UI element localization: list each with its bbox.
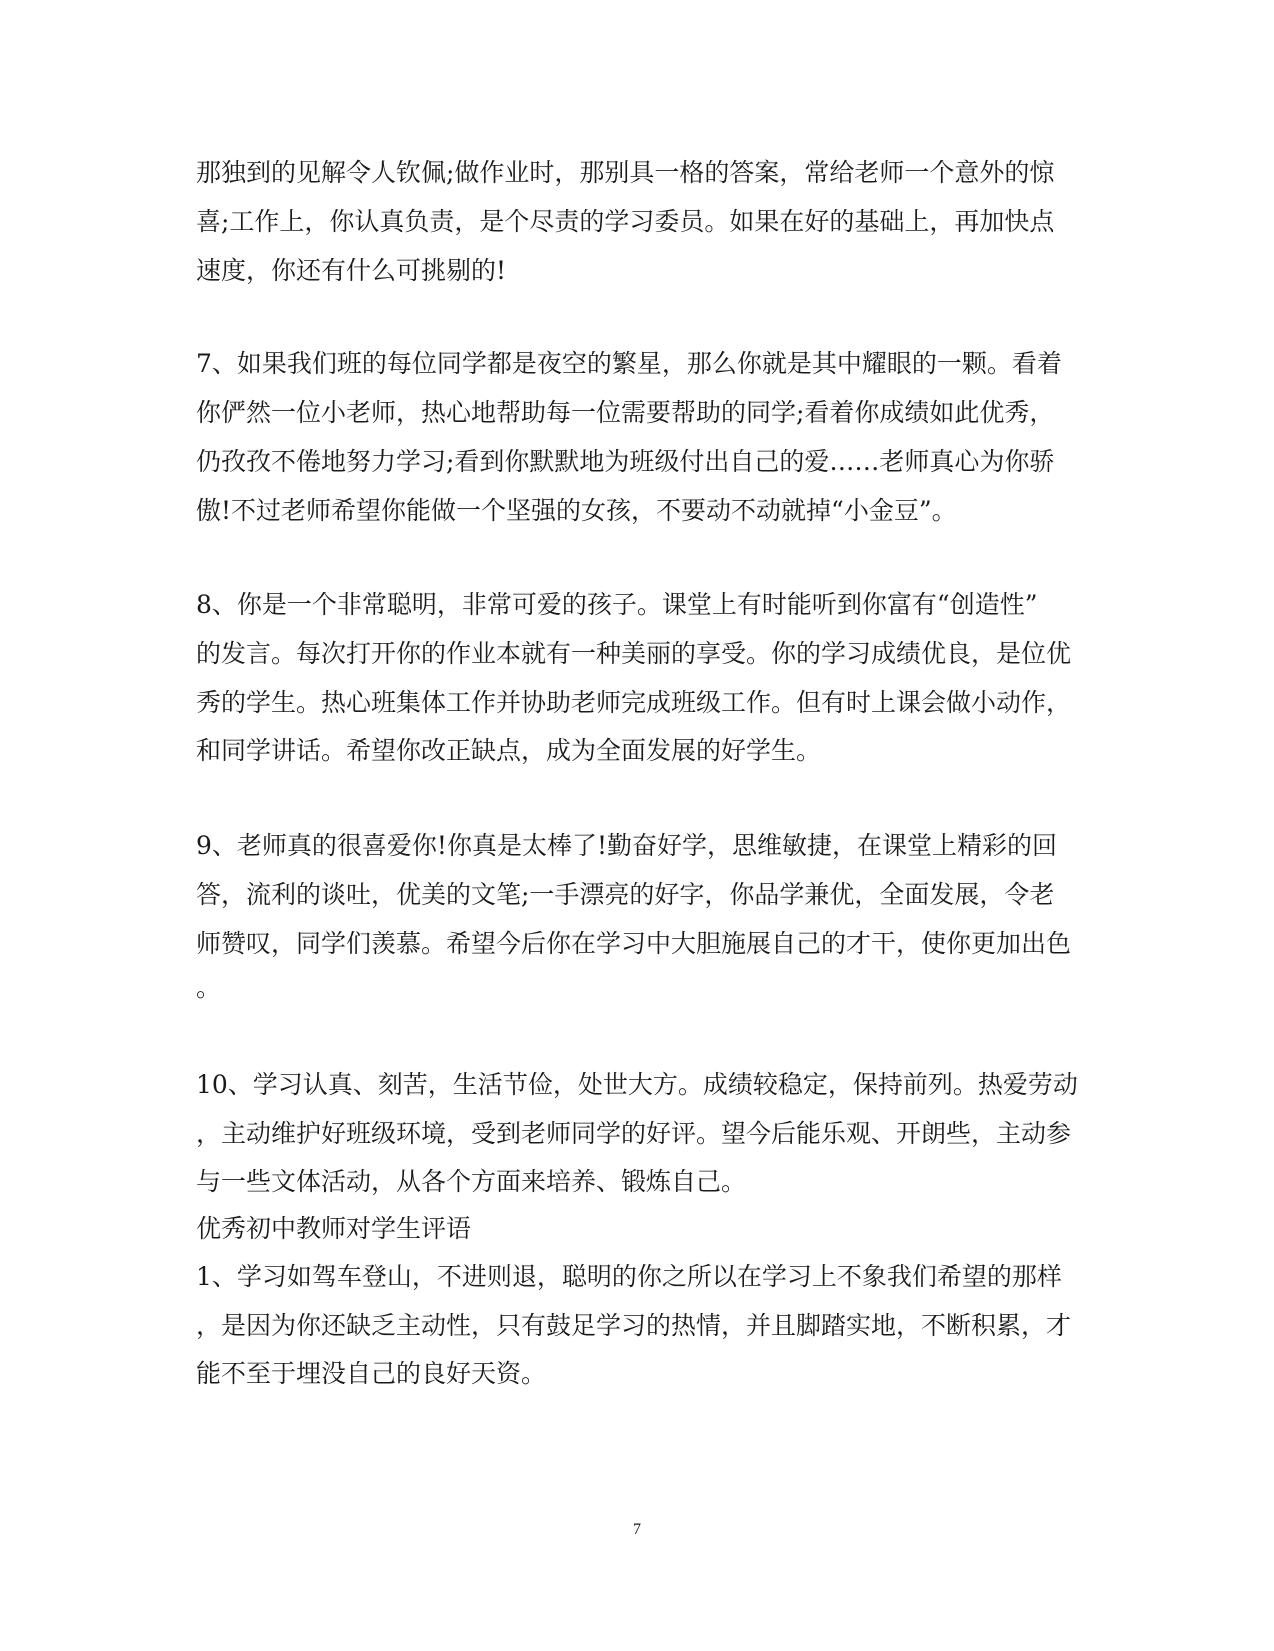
page-number: 7 [633,1521,641,1538]
text-line: 那独到的见解令人钦佩;做作业时，那别具一格的答案，常给老师一个意外的惊 [196,158,1055,187]
text-line: 1、学习如驾车登山，不进则退，聪明的你之所以在学习上不象我们希望的那样 [196,1262,1062,1291]
text-line: 速度，你还有什么可挑剔的! [196,256,507,285]
text-line: ，主动维护好班级环境，受到老师同学的好评。望今后能乐观、开朗些，主动参 [196,1119,1072,1148]
text-line: 8、你是一个非常聪明，非常可爱的孩子。课堂上有时能听到你富有“创造性” [196,590,1038,619]
text-line: 仍孜孜不倦地努力学习;看到你默默地为班级付出自己的爱……老师真心为你骄 [196,447,1055,476]
text-line: 你俨然一位小老师，热心地帮助每一位需要帮助的同学;看着你成绩如此优秀， [196,398,1055,427]
text-line: 秀的学生。热心班集体工作并协助老师完成班级工作。但有时上课会做小动作， [196,688,1072,717]
text-line: 师赞叹，同学们羡慕。希望今后你在学习中大胆施展自己的才干，使你更加出色 [196,929,1072,958]
section-heading: 优秀初中教师对学生评语 [196,1214,472,1243]
text-line: 傲!不过老师希望你能做一个坚强的女孩，不要动不动就掉“小金豆”。 [196,496,957,525]
text-line: 7、如果我们班的每位同学都是夜空的繁星，那么你就是其中耀眼的一颗。看着 [196,349,1062,378]
text-line: 的发言。每次打开你的作业本就有一种美丽的享受。你的学习成绩优良，是位优 [196,639,1072,668]
text-line: ，是因为你还缺乏主动性，只有鼓足学习的热情，并且脚踏实地，不断积累，才 [196,1311,1072,1340]
text-line: 。 [196,973,222,1002]
text-line: 答，流利的谈吐，优美的文笔;一手漂亮的好字，你品学兼优，全面发展，令老 [196,880,1055,909]
text-line: 10、学习认真、刻苦，生活节俭，处世大方。成绩较稳定，保持前列。热爱劳动 [196,1070,1078,1099]
text-line: 能不至于埋没自己的良好天资。 [196,1359,547,1388]
text-line: 和同学讲话。希望你改正缺点，成为全面发展的好学生。 [196,736,822,765]
text-line: 喜;工作上，你认真负责，是个尽责的学习委员。如果在好的基础上，再加快点 [196,207,1055,236]
text-line: 9、老师真的很喜爱你!你真是太棒了!勤奋好学，思维敏捷，在课堂上精彩的回 [196,831,1058,860]
text-line: 与一些文体活动，从各个方面来培养、锻炼自己。 [196,1167,747,1196]
